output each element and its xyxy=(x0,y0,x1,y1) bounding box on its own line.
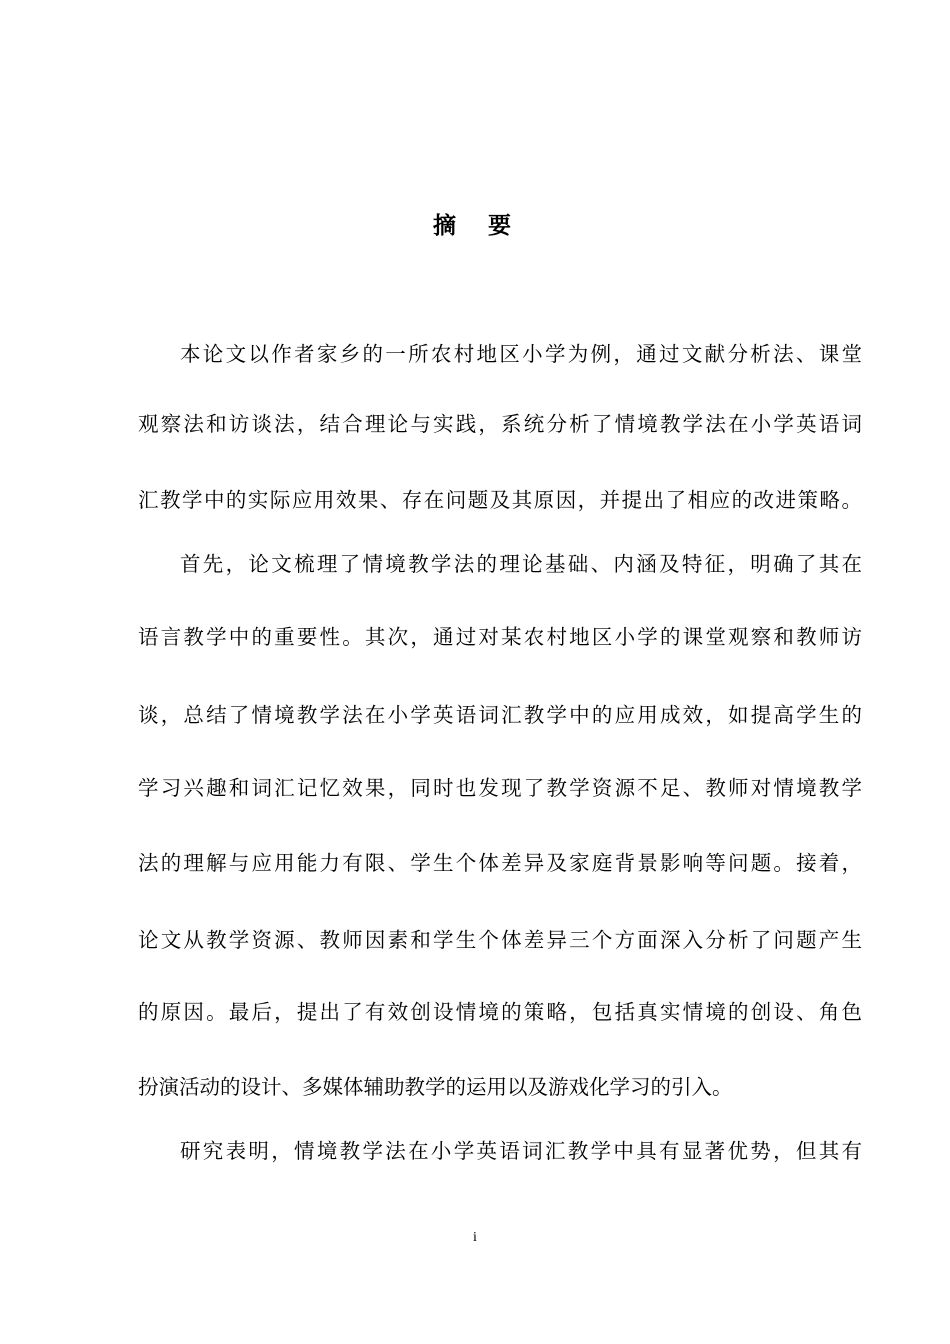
paragraph-2-line-5: 法的理解与应用能力有限、学生个体差异及家庭背景影响等问题。接着， xyxy=(138,851,862,875)
paragraph-2-line-8: 扮演活动的设计、多媒体辅助教学的运用以及游戏化学习的引入。 xyxy=(138,1075,733,1099)
paragraph-1-line-3: 汇教学中的实际应用效果、存在问题及其原因，并提出了相应的改进策略。 xyxy=(138,488,862,512)
paragraph-2-line-3: 谈，总结了情境教学法在小学英语词汇教学中的应用成效，如提高学生的 xyxy=(138,703,862,727)
paragraph-3-line-1: 研究表明，情境教学法在小学英语词汇教学中具有显著优势，但其有 xyxy=(180,1139,862,1163)
paragraph-2-line-4: 学习兴趣和词汇记忆效果，同时也发现了教学资源不足、教师对情境教学 xyxy=(138,776,862,800)
page-title: 摘 要 xyxy=(432,213,523,239)
paragraph-2-line-1: 首先，论文梳理了情境教学法的理论基础、内涵及特征，明确了其在 xyxy=(180,552,862,576)
paragraph-1-line-1: 本论文以作者家乡的一所农村地区小学为例，通过文献分析法、课堂 xyxy=(180,342,862,366)
paragraph-2-line-6: 论文从教学资源、教师因素和学生个体差异三个方面深入分析了问题产生 xyxy=(138,928,862,952)
paragraph-2-line-7: 的原因。最后，提出了有效创设情境的策略，包括真实情境的创设、角色 xyxy=(138,1000,862,1024)
paragraph-2-line-2: 语言教学中的重要性。其次，通过对某农村地区小学的课堂观察和教师访 xyxy=(138,625,862,649)
page-number: i xyxy=(473,1230,477,1245)
paragraph-1-line-2: 观察法和访谈法，结合理论与实践，系统分析了情境教学法在小学英语词 xyxy=(138,412,862,436)
